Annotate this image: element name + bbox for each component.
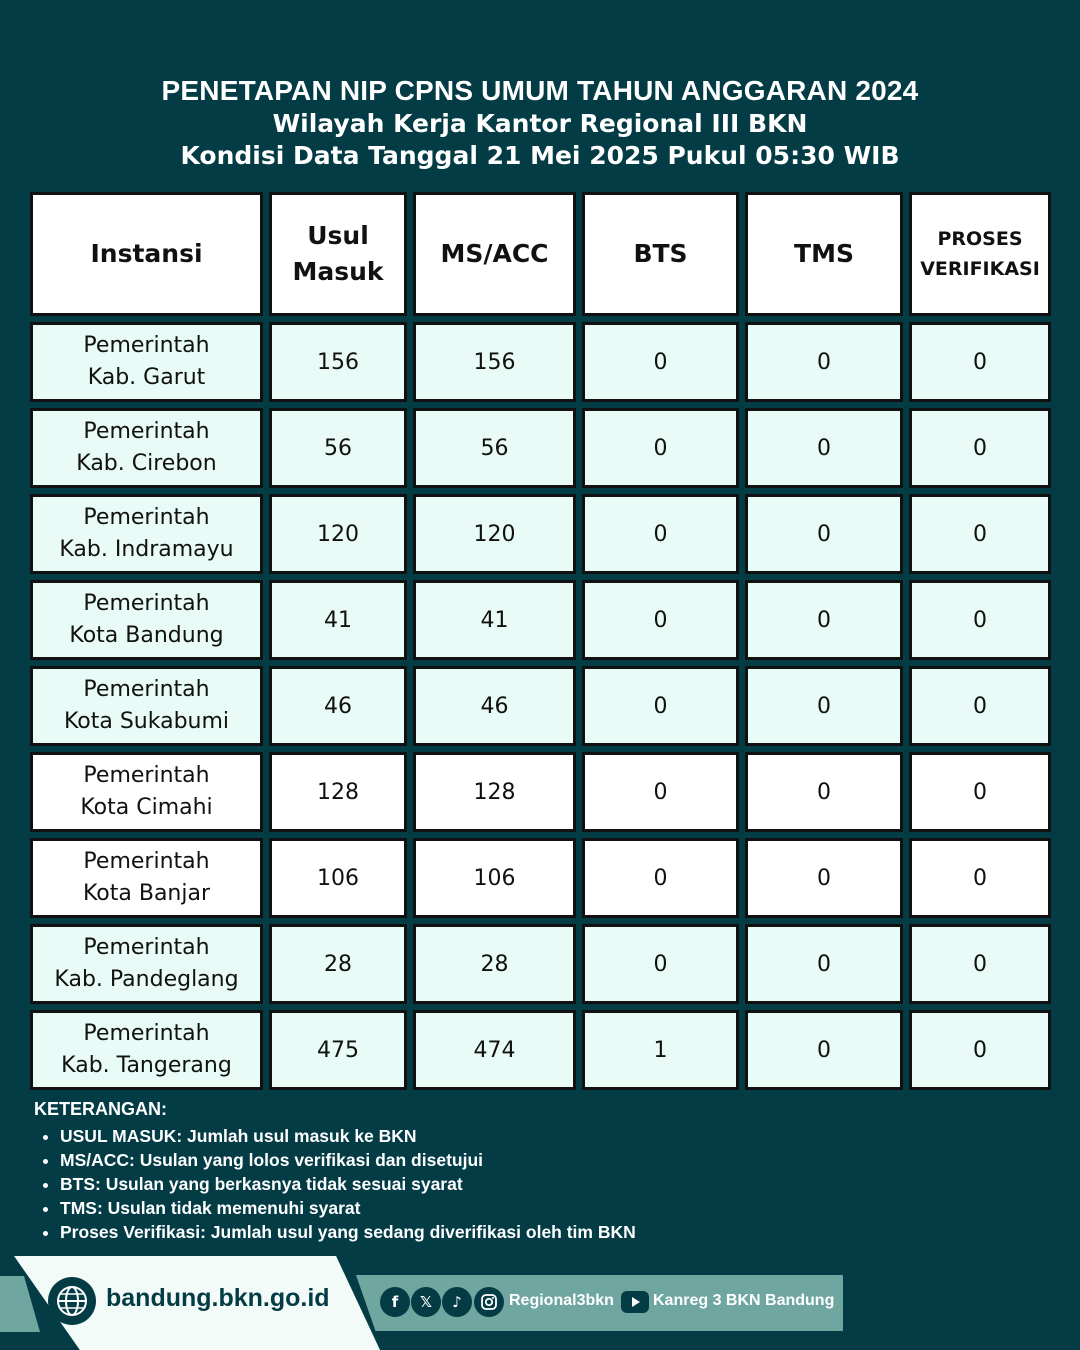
row-6-usul: 106	[269, 838, 407, 918]
row-7-bts: 0	[582, 924, 739, 1004]
row-1-line1: Pemerintah	[83, 419, 210, 444]
x-icon[interactable]: 𝕏	[411, 1287, 441, 1317]
legend-item-ms-acc: • MS/ACC: Usulan yang lolos verifikasi dan disetujui	[60, 1148, 636, 1172]
row-1-ms-acc: 56	[413, 408, 576, 488]
row-8-usul: 475	[269, 1010, 407, 1090]
row-3-line1: Pemerintah	[83, 591, 210, 616]
row-0-usul: 156	[269, 322, 407, 402]
col-header-usul-line2: Masuk	[292, 257, 384, 286]
col-header-tms	[745, 192, 903, 316]
row-4-ms-acc: 46	[413, 666, 576, 746]
row-3-proses: 0	[909, 580, 1051, 660]
col-header-ms-acc-label: MS/ACC	[440, 239, 549, 268]
row-3-usul: 41	[269, 580, 407, 660]
row-2-instansi	[30, 494, 263, 574]
row-4-proses: 0	[909, 666, 1051, 746]
row-2-line1: Pemerintah	[83, 505, 210, 530]
row-4-usul: 46	[269, 666, 407, 746]
col-header-instansi	[30, 192, 263, 316]
row-3-instansi	[30, 580, 263, 660]
website-link[interactable]: bandung.bkn.go.id	[106, 1284, 330, 1312]
row-8-ms-acc: 474	[413, 1010, 576, 1090]
facebook-icon[interactable]: f	[380, 1287, 410, 1317]
header	[0, 74, 1080, 172]
row-0-instansi	[30, 322, 263, 402]
row-2-usul: 120	[269, 494, 407, 574]
row-4-line1: Pemerintah	[83, 677, 210, 702]
row-1-proses: 0	[909, 408, 1051, 488]
row-8-bts: 1	[582, 1010, 739, 1090]
row-8-line2: Kab. Tangerang	[61, 1053, 232, 1078]
legend-item-usul-masuk: • USUL MASUK: Jumlah usul masuk ke BKN	[60, 1124, 636, 1148]
row-5-bts: 0	[582, 752, 739, 832]
row-7-usul: 28	[269, 924, 407, 1004]
row-5-proses: 0	[909, 752, 1051, 832]
row-2-line2: Kab. Indramayu	[59, 537, 234, 562]
row-0-bts: 0	[582, 322, 739, 402]
col-header-proses-line1: PROSES	[937, 228, 1023, 250]
row-5-usul: 128	[269, 752, 407, 832]
row-8-tms: 0	[745, 1010, 903, 1090]
row-2-tms: 0	[745, 494, 903, 574]
row-5-instansi	[30, 752, 263, 832]
row-8-proses: 0	[909, 1010, 1051, 1090]
row-8-line1: Pemerintah	[83, 1021, 210, 1046]
data-date-line: Kondisi Data Tanggal 21 Mei 2025 Pukul 05:30 WIB	[180, 141, 900, 170]
row-7-line2: Kab. Pandeglang	[54, 967, 239, 992]
instagram-icon[interactable]	[474, 1287, 504, 1317]
col-header-proses-verifikasi	[909, 192, 1051, 316]
legend	[34, 1096, 636, 1244]
row-4-line2: Kota Sukabumi	[63, 709, 230, 734]
row-0-line1: Pemerintah	[83, 333, 210, 358]
row-4-tms: 0	[745, 666, 903, 746]
row-6-bts: 0	[582, 838, 739, 918]
col-header-tms-label: TMS	[794, 239, 854, 268]
row-5-tms: 0	[745, 752, 903, 832]
row-0-proses: 0	[909, 322, 1051, 402]
row-6-tms: 0	[745, 838, 903, 918]
row-0-ms-acc: 156	[413, 322, 576, 402]
row-1-instansi	[30, 408, 263, 488]
row-6-instansi	[30, 838, 263, 918]
row-2-proses: 0	[909, 494, 1051, 574]
page-title: PENETAPAN NIP CPNS UMUM TAHUN ANGGARAN 2024	[161, 75, 919, 106]
row-6-line2: Kota Banjar	[82, 881, 211, 906]
col-header-ms-acc	[413, 192, 576, 316]
col-header-bts	[582, 192, 739, 316]
row-3-ms-acc: 41	[413, 580, 576, 660]
row-8-instansi	[30, 1010, 263, 1090]
row-3-tms: 0	[745, 580, 903, 660]
col-header-instansi-label: Instansi	[90, 239, 203, 268]
legend-list	[34, 1124, 636, 1244]
row-5-line2: Kota Cimahi	[80, 795, 213, 820]
legend-title: KETERANGAN:	[34, 1099, 167, 1119]
row-4-bts: 0	[582, 666, 739, 746]
row-7-line1: Pemerintah	[83, 935, 210, 960]
legend-item-tms: • TMS: Usulan tidak memenuhi syarat	[60, 1196, 636, 1220]
youtube-channel[interactable]: Kanreg 3 BKN Bandung	[653, 1292, 835, 1309]
row-6-proses: 0	[909, 838, 1051, 918]
col-header-bts-label: BTS	[633, 239, 688, 268]
row-3-bts: 0	[582, 580, 739, 660]
legend-item-bts: • BTS: Usulan yang berkasnya tidak sesuai syarat	[60, 1172, 636, 1196]
row-1-tms: 0	[745, 408, 903, 488]
row-3-line2: Kota Bandung	[69, 623, 224, 648]
row-5-ms-acc: 128	[413, 752, 576, 832]
row-0-line2: Kab. Garut	[87, 365, 206, 390]
row-7-instansi	[30, 924, 263, 1004]
row-6-ms-acc: 106	[413, 838, 576, 918]
col-header-usul-line1: Usul	[307, 221, 369, 250]
row-6-line1: Pemerintah	[83, 849, 210, 874]
row-5-line1: Pemerintah	[83, 763, 210, 788]
row-1-line2: Kab. Cirebon	[76, 451, 217, 476]
row-7-proses: 0	[909, 924, 1051, 1004]
row-7-tms: 0	[745, 924, 903, 1004]
row-0-tms: 0	[745, 322, 903, 402]
youtube-icon[interactable]	[621, 1291, 649, 1313]
row-1-bts: 0	[582, 408, 739, 488]
row-4-instansi	[30, 666, 263, 746]
social-handle[interactable]: Regional3bkn	[509, 1292, 614, 1309]
page-subtitle: Wilayah Kerja Kantor Regional III BKN	[272, 109, 808, 138]
row-2-ms-acc: 120	[413, 494, 576, 574]
tiktok-icon[interactable]: ♪	[442, 1287, 472, 1317]
col-header-proses-line2: VERIFIKASI	[920, 258, 1040, 280]
legend-item-proses-verifikasi: • Proses Verifikasi: Jumlah usul yang sedang diverifikasi oleh tim BKN	[60, 1220, 636, 1244]
globe-icon	[48, 1277, 96, 1325]
row-2-bts: 0	[582, 494, 739, 574]
col-header-usul-masuk	[269, 192, 407, 316]
row-1-usul: 56	[269, 408, 407, 488]
row-7-ms-acc: 28	[413, 924, 576, 1004]
